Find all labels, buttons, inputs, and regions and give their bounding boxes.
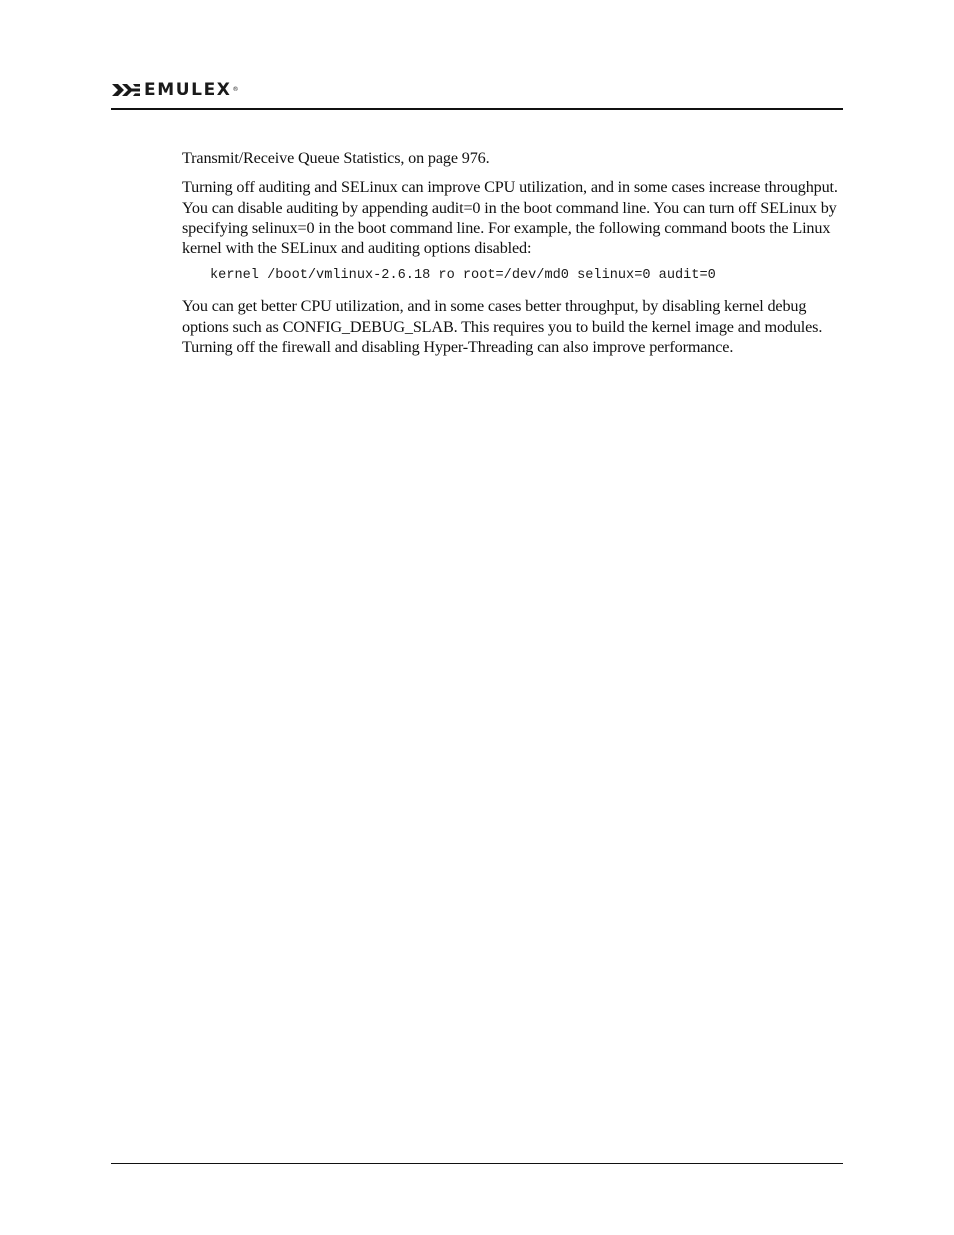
paragraph-auditing-selinux: Turning off auditing and SELinux can improve CPU utilization, and in some cases increase throughput. You can disable auditing by appending audit=0 in the boot command line. You can turn off SELinux by specifying selinux=0 in the boot command line. For example, the following command boots the Linux kernel with the SELinux and auditing options disabled: [182, 178, 838, 258]
page-header [111, 80, 843, 110]
page-content [182, 148, 842, 366]
brand-name: EMULEX [144, 80, 232, 100]
paragraph-queue-statistics-reference: Transmit/Receive Queue Statistics, on page 976. [182, 149, 490, 167]
trademark-symbol: ® [232, 86, 239, 93]
paragraph-kernel-debug-options: You can get better CPU utilization, and in some cases better throughput, by disabling kernel debug options such as CONFIG_DEBUG_SLAB. This requires you to build the kernel image and modules. Turning off the firewall and disabling Hyper-Threading can also improve performance. [182, 297, 823, 357]
kernel-boot-command: kernel /boot/vmlinux-2.6.18 ro root=/dev/md0 selinux=0 audit=0 [210, 268, 716, 284]
emulex-logo-mark-icon [111, 82, 141, 98]
header-divider [111, 108, 843, 110]
footer-divider [111, 1163, 843, 1164]
emulex-logo [111, 80, 239, 100]
